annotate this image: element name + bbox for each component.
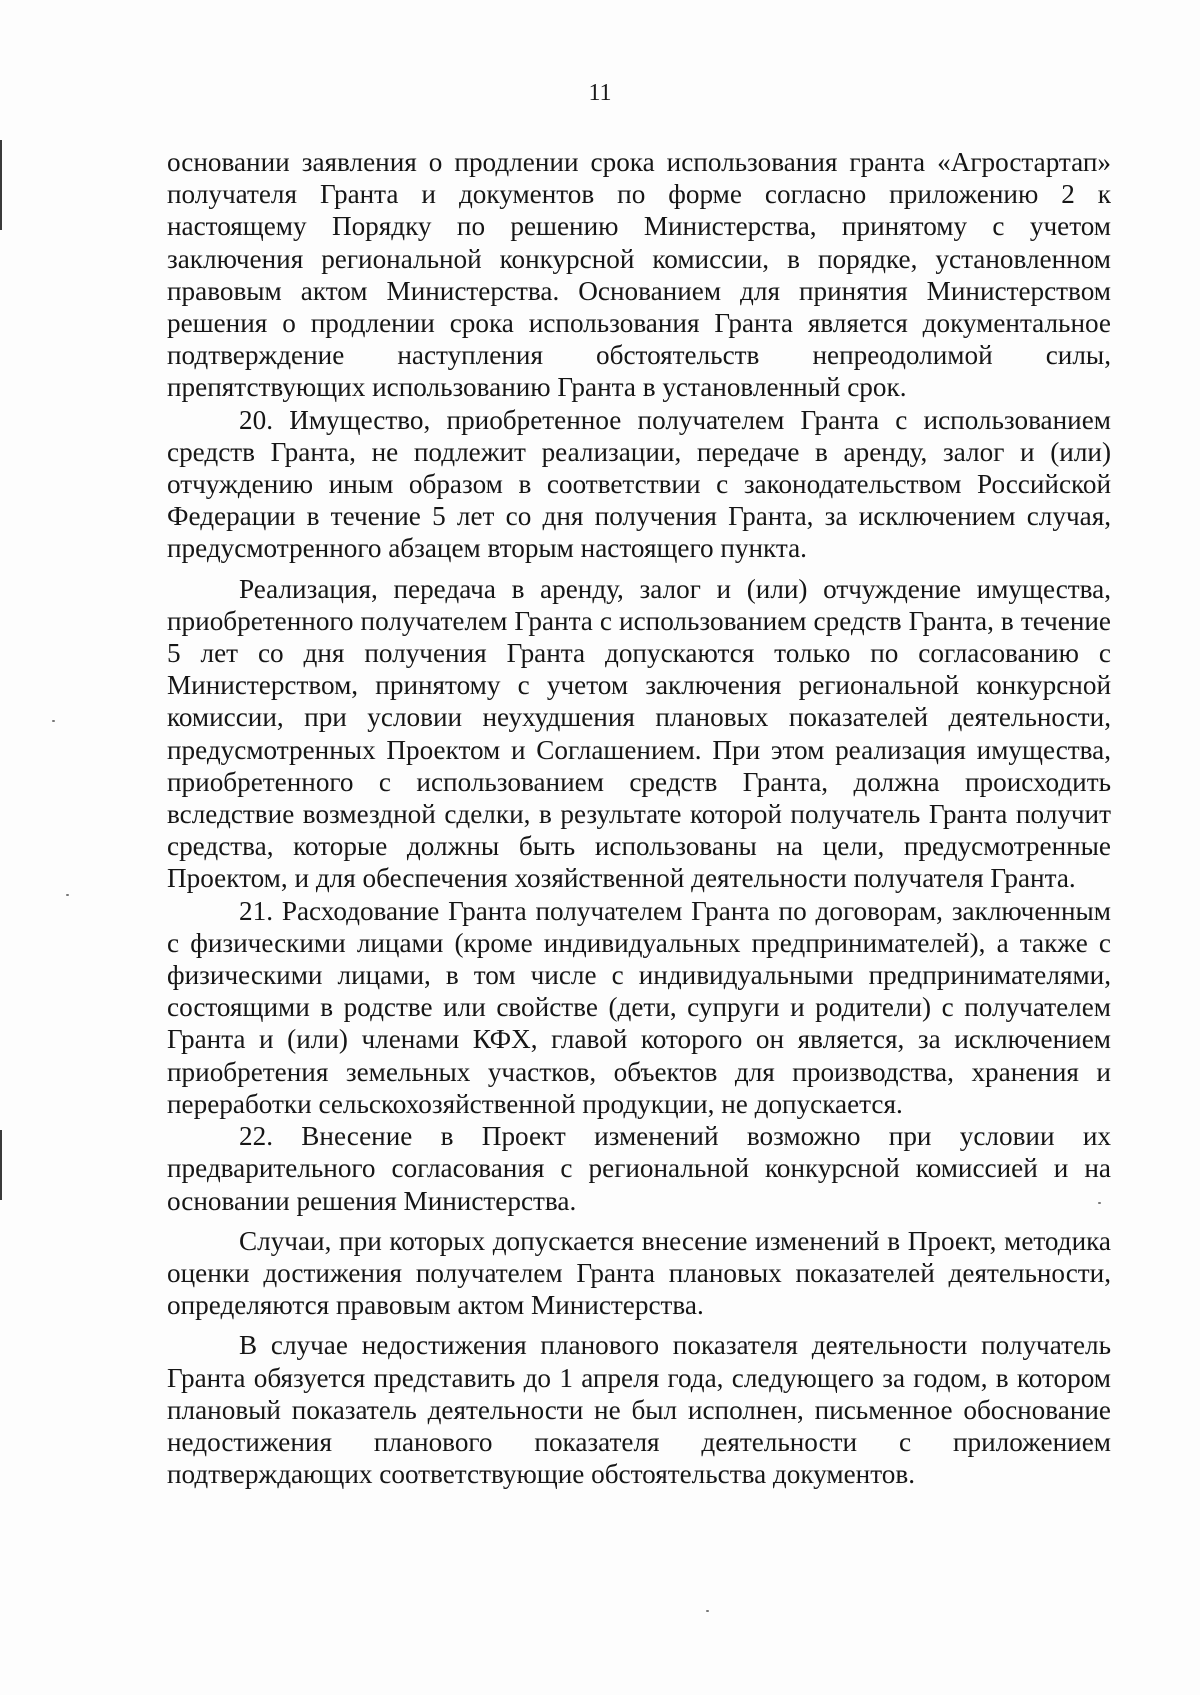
paragraph-clause-21: 21. Расходование Гранта получателем Гранта по договорам, заключенным с физическими лицами (кроме индивидуальных предпринимателей), а также с физическими лицами, в том числе с индивидуальными предпринимателями, состоящими в родстве или свойстве (дети, супруги и родители) с получателем Гранта и (или) членами КФХ, главой которого он является, за исключением приобретения земельных участков, объектов для производства, хранения и переработки сельскохозяйственной продукции, не допускается. xyxy=(167,895,1111,1119)
paragraph-clause-22: 22. Внесение в Проект изменений возможно при условии их предварительного согласования с региональной конкурсной комиссией и на основании решения Министерства. xyxy=(167,1121,1111,1216)
page-number: 11 xyxy=(588,80,612,106)
scan-edge-mark xyxy=(0,140,2,230)
scan-speck xyxy=(1098,1202,1101,1204)
paragraph-clause-20-second: Реализация, передача в аренду, залог и (или) отчуждение имущества, приобретенного получателем Гранта с использованием средств Гранта, в течение 5 лет со дня получения Гранта допускаются только по согласованию с Министерством, принятому с учетом заключения региональной конкурсной комиссии, при условии неухудшения плановых показателей деятельности, предусмотренных Проектом и Соглашением. При этом реализация имущества, приобретенного с использованием средств Гранта, должна происходить вследствие возмездной сделки, в результате которой получатель Гранта получит средства, которые должны быть использованы на цели, предусмотренные Проектом, и для обеспечения хозяйственной деятельности получателя Гранта. xyxy=(167,573,1111,894)
scan-speck xyxy=(66,894,69,896)
scan-speck xyxy=(706,1610,709,1612)
document-body xyxy=(167,146,1111,1490)
paragraph-continuation: основании заявления о продлении срока использования гранта «Агростартап» получателя Гранта и документов по форме согласно приложению 2 к настоящему Порядку по решению Министерства, принятому с учетом заключения региональной конкурсной комиссии, в порядке, установленном правовым актом Министерства. Основанием для принятия Министерством решения о продлении срока использования Гранта является документальное подтверждение наступления обстоятельств непреодолимой силы, препятствующих использованию Гранта в установленный срок. xyxy=(167,147,1111,403)
scan-edge-mark xyxy=(0,1130,2,1200)
paragraph-clause-20: 20. Имущество, приобретенное получателем Гранта с использованием средств Гранта, не подлежит реализации, передаче в аренду, залог и (или) отчуждению иным образом в соответствии с законодательством Российской Федерации в течение 5 лет со дня получения Гранта, за исключением случая, предусмотренного абзацем вторым настоящего пункта. xyxy=(167,404,1111,564)
paragraph-clause-22-third: В случае недостижения планового показателя деятельности получатель Гранта обязуется представить до 1 апреля года, следующего за годом, в котором плановый показатель деятельности не был исполнен, письменное обоснование недостижения планового показателя деятельности с приложением подтверждающих соответствующие обстоятельства документов. xyxy=(167,1330,1111,1490)
paragraph-clause-22-second: Случаи, при которых допускается внесение изменений в Проект, методика оценки достижения получателем Гранта плановых показателей деятельности, определяются правовым актом Министерства. xyxy=(167,1225,1111,1321)
scan-speck xyxy=(52,720,55,722)
